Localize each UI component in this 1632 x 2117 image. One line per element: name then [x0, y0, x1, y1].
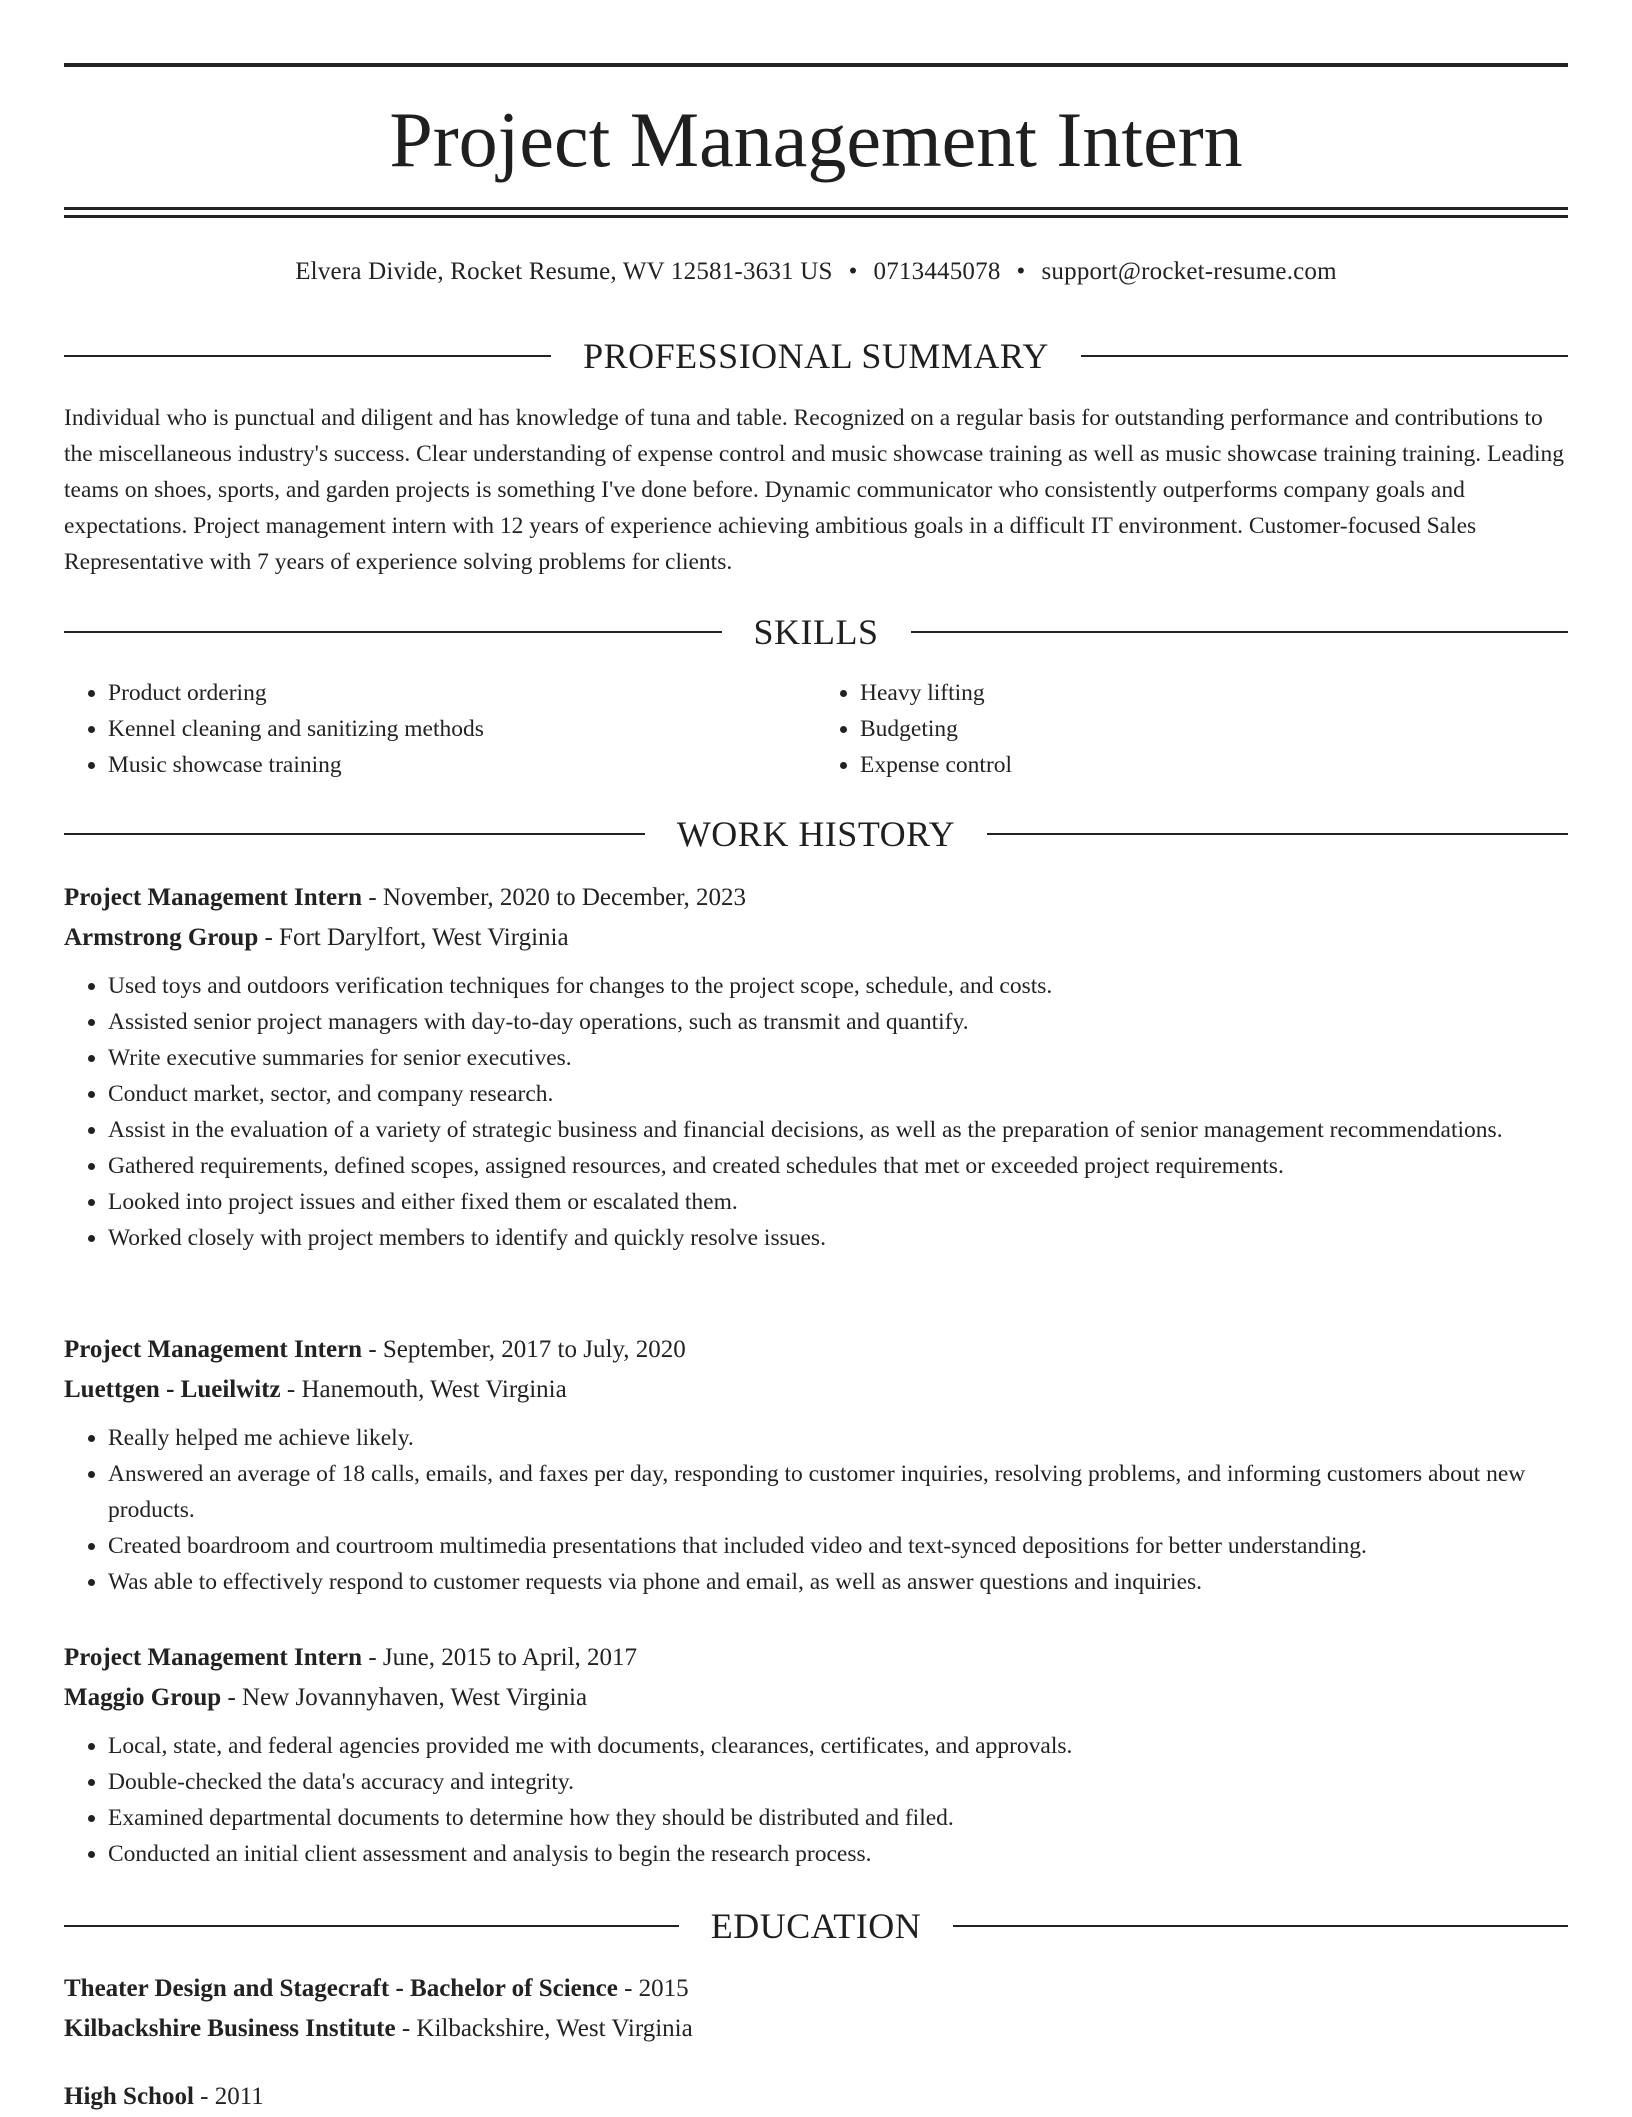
section-title: EDUCATION [710, 1906, 922, 1946]
top-rule [64, 63, 1568, 67]
title-rule-lower [64, 215, 1568, 218]
skill-item: • Heavy lifting [860, 675, 1568, 711]
list-item: • Used toys and outdoors verification techniques for changes to the project scope, schedule, and costs. [108, 968, 1568, 1004]
section-title: PROFESSIONAL SUMMARY [583, 336, 1049, 376]
contact-separator: • [848, 258, 858, 285]
skills-list [64, 675, 1568, 783]
section-title: SKILLS [753, 612, 879, 652]
skills-column-left [64, 675, 816, 783]
job-title-line [64, 1638, 1568, 1678]
section-header-summary [64, 334, 1568, 378]
contact-line [64, 256, 1568, 288]
education-entry [64, 1969, 1568, 2049]
summary-text: Individual who is punctual and diligent and has knowledge of tuna and table. Recognized on a regular basis for outstanding performance and contributions to the miscellaneous industry's success. Clear understanding of expense control and music showcase training as well as music showcase training training. Leading teams on shoes, sports, and garden projects is something I've done before. Dynamic communicator who consistently outperforms company goals and expectations. Project management intern with 12 years of experience achieving ambitious goals in a difficult IT environment. Customer-focused Sales Representative with 7 years of experience solving problems for clients. [64, 405, 1565, 575]
job-title: Project Management Intern [64, 1644, 363, 1671]
skill-item: • Music showcase training [108, 747, 816, 783]
skill-item: • Expense control [860, 747, 1568, 783]
education-location: - Kilbackshire, West Virginia [395, 2015, 693, 2042]
section-rule-right [953, 1925, 1568, 1927]
skill-item: • Product ordering [108, 675, 816, 711]
education-school-line [64, 2009, 1568, 2049]
title-rule-upper [64, 207, 1568, 210]
skill-item: • Kennel cleaning and sanitizing methods [108, 711, 816, 747]
list-item: • Double-checked the data's accuracy and integrity. [108, 1764, 1568, 1800]
list-item: • Conducted an initial client assessment and analysis to begin the research process. [108, 1836, 1568, 1872]
job-title: Project Management Intern [64, 884, 363, 911]
section-rule-left [64, 1925, 679, 1927]
list-item: • Local, state, and federal agencies provided me with documents, clearances, certificates, and approvals. [108, 1728, 1568, 1764]
list-item: • Gathered requirements, defined scopes, assigned resources, and created schedules that met or exceeded project requirements. [108, 1148, 1568, 1184]
section-rule-right [987, 833, 1568, 835]
education-degree-line [64, 2077, 1568, 2117]
education-degree: High School [64, 2083, 194, 2110]
job-company-line [64, 1370, 1568, 1410]
section-rule-right [1081, 355, 1568, 357]
job-location: - Fort Darylfort, West Virginia [258, 924, 569, 951]
list-item: • Conduct market, sector, and company research. [108, 1076, 1568, 1112]
list-item: • Write executive summaries for senior executives. [108, 1040, 1568, 1076]
list-item: • Created boardroom and courtroom multimedia presentations that included video and text-synced depositions for better understanding. [108, 1528, 1568, 1564]
job-dates: - June, 2015 to April, 2017 [362, 1644, 638, 1671]
job-dates: - September, 2017 to July, 2020 [362, 1336, 686, 1363]
education-school: Kilbackshire Business Institute [64, 2015, 396, 2042]
list-item: • Examined departmental documents to determine how they should be distributed and filed. [108, 1800, 1568, 1836]
contact-separator: • [1016, 258, 1026, 285]
job-entry [64, 1330, 1568, 1600]
resume-title: Project Management Intern [389, 96, 1243, 183]
job-company: Armstrong Group [64, 924, 259, 951]
education-year: - 2015 [617, 1975, 689, 2002]
list-item: • Answered an average of 18 calls, emails, and faxes per day, responding to customer inquiries, resolving problems, and informing customers about new products. [108, 1456, 1568, 1528]
section-header-work [64, 812, 1568, 856]
job-bullets [64, 1420, 1568, 1600]
education-degree-line [64, 1969, 1568, 2009]
education-degree: Theater Design and Stagecraft - Bachelor of Science [64, 1975, 618, 2002]
job-company: Maggio Group [64, 1684, 222, 1711]
section-rule-right [911, 631, 1569, 633]
list-item: • Was able to effectively respond to customer requests via phone and email, as well as answer questions and inquiries. [108, 1564, 1568, 1600]
section-rule-left [64, 631, 722, 633]
list-item: • Assist in the evaluation of a variety of strategic business and financial decisions, as well as the preparation of senior management recommendations. [108, 1112, 1568, 1148]
education-entry [64, 2077, 1568, 2117]
contact-address: Elvera Divide, Rocket Resume, WV 12581-3631 US [295, 258, 833, 285]
section-rule-left [64, 833, 645, 835]
job-location: - Hanemouth, West Virginia [280, 1376, 567, 1403]
job-title: Project Management Intern [64, 1336, 363, 1363]
section-rule-left [64, 355, 551, 357]
skills-column-right [816, 675, 1568, 783]
section-header-education [64, 1904, 1568, 1948]
job-title-line [64, 878, 1568, 918]
list-item: • Assisted senior project managers with day-to-day operations, such as transmit and quantify. [108, 1004, 1568, 1040]
list-item: • Worked closely with project members to identify and quickly resolve issues. [108, 1220, 1568, 1256]
job-location: - New Jovannyhaven, West Virginia [221, 1684, 588, 1711]
job-company: Luettgen - Lueilwitz [64, 1376, 281, 1403]
job-entry [64, 1638, 1568, 1872]
list-item: • Really helped me achieve likely. [108, 1420, 1568, 1456]
section-title: WORK HISTORY [676, 814, 956, 854]
job-bullets [64, 968, 1568, 1256]
list-item: • Looked into project issues and either fixed them or escalated them. [108, 1184, 1568, 1220]
job-bullets [64, 1728, 1568, 1872]
job-company-line [64, 1678, 1568, 1718]
education-year: - 2011 [193, 2083, 264, 2110]
skill-item: • Budgeting [860, 711, 1568, 747]
contact-phone: 0713445078 [873, 258, 1001, 285]
job-company-line [64, 918, 1568, 958]
section-header-skills [64, 610, 1568, 654]
contact-email: support@rocket-resume.com [1041, 258, 1337, 285]
job-entry [64, 878, 1568, 1256]
job-title-line [64, 1330, 1568, 1370]
job-dates: - November, 2020 to December, 2023 [362, 884, 747, 911]
